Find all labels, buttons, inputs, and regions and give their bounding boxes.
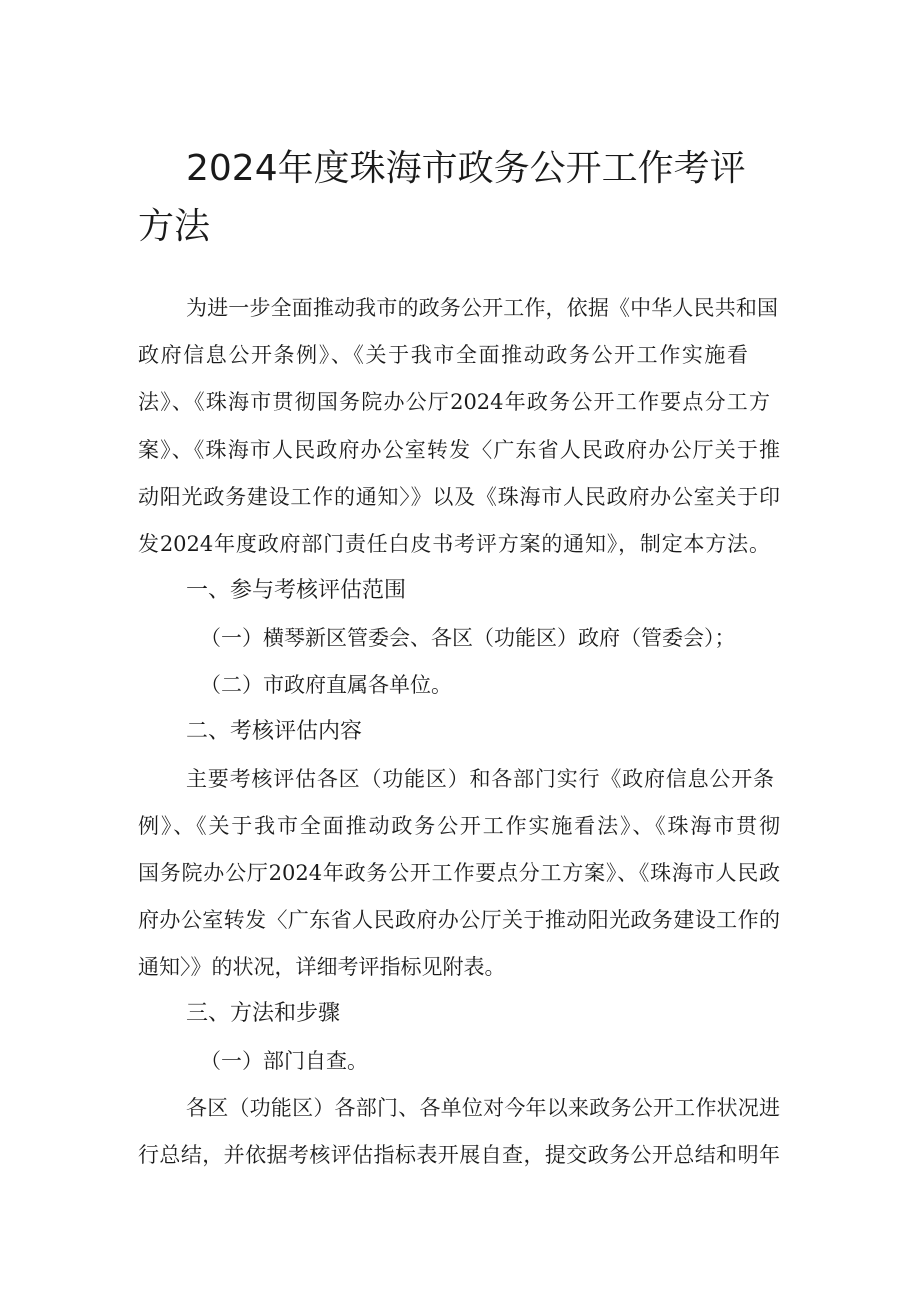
- section3-line-2: 行总结，并依据考核评估指标表开展自查，提交政务公开总结和明年: [138, 1143, 780, 1167]
- list-item-2: （二）市政府直属各单位。: [200, 673, 452, 697]
- section-heading-1: 一、参与考核评估范围: [186, 578, 407, 603]
- section2-line-3: 国务院办公厅2024年政务公开工作要点分工方案》、《珠海市人民政: [138, 861, 780, 885]
- intro-line-1: 为进一步全面推动我市的政务公开工作，依据《中华人民共和国: [186, 296, 778, 320]
- intro-line-2: 政府信息公开条例》、《关于我市全面推动政务公开工作实施看: [138, 343, 748, 367]
- intro-line-5: 动阳光政务建设工作的通知〉》以及《珠海市人民政府办公室关于印: [138, 485, 780, 509]
- section2-line-4: 府办公室转发〈广东省人民政府办公厅关于推动阳光政务建设工作的: [138, 908, 780, 932]
- document-title: 2024年度珠海市政务公开工作考评方法: [138, 148, 746, 247]
- subheading-dept-self-check: （一）部门自查。: [200, 1049, 368, 1073]
- section2-line-1: 主要考核评估各区（功能区）和各部门实行《政府信息公开条: [186, 767, 774, 791]
- intro-line-6: 发2024年度政府部门责任白皮书考评方案的通知》，制定本方法。: [138, 532, 770, 556]
- section-heading-2: 二、考核评估内容: [186, 719, 363, 744]
- section2-line-2: 例》、《关于我市全面推动政务公开工作实施看法》、《珠海市贯彻: [138, 814, 780, 838]
- section2-line-5: 通知〉》的状况，详细考评指标见附表。: [138, 955, 506, 979]
- section-heading-3: 三、方法和步骤: [186, 1001, 341, 1026]
- intro-line-3: 法》、《珠海市贯彻国务院办公厅2024年政务公开工作要点分工方: [138, 390, 770, 414]
- intro-line-4: 案》、《珠海市人民政府办公室转发〈广东省人民政府办公厅关于推: [138, 438, 780, 462]
- list-item-1: （一）横琴新区管委会、各区（功能区）政府（管委会）；: [200, 626, 736, 650]
- section3-line-1: 各区（功能区）各部门、各单位对今年以来政务公开工作状况进: [186, 1096, 780, 1120]
